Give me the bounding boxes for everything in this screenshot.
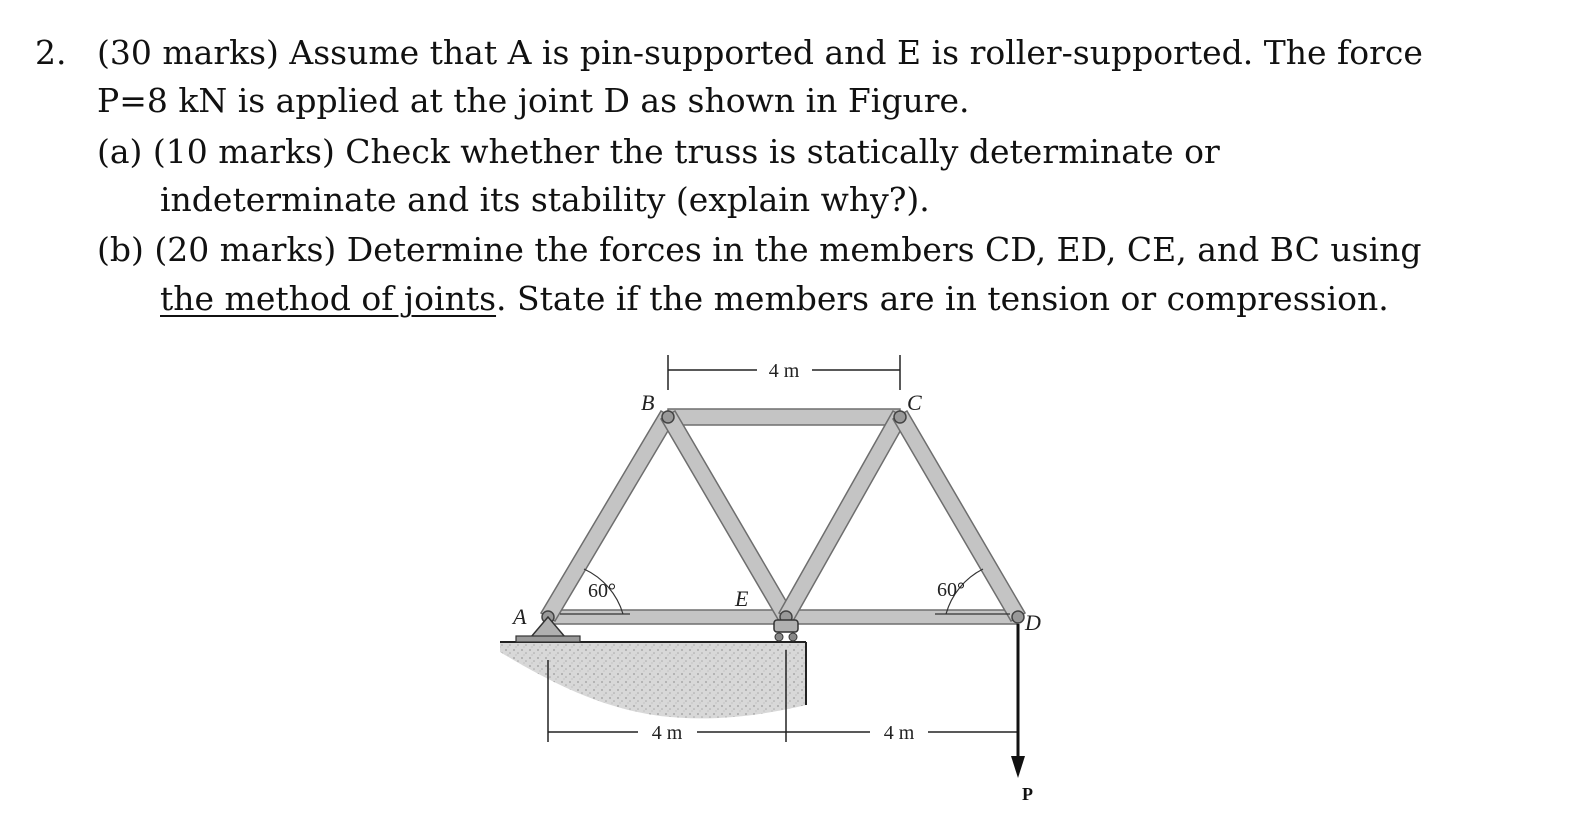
member-be <box>661 411 793 621</box>
part-b-line-1: (b) (20 marks) Determine the forces in the members CD, ED, CE, and BC using <box>97 230 1422 269</box>
load-label-p: P <box>1022 784 1033 804</box>
member-bc <box>668 409 900 425</box>
angle-label-right: 60° <box>937 579 965 601</box>
joint-label-c: C <box>907 390 922 415</box>
question-stem-line-1: (30 marks) Assume that A is pin-supported and E is roller-supported. The force <box>97 33 1423 72</box>
joint-label-a: A <box>513 604 527 629</box>
joint-c-pin <box>894 411 906 423</box>
dimension-bottom-right-label: 4 m <box>883 722 915 744</box>
load-arrow-p <box>1011 624 1025 778</box>
dimension-bottom-left-label: 4 m <box>651 722 683 744</box>
question-stem-line-2: P=8 kN is applied at the joint D as shown in Figure. <box>97 81 970 120</box>
joint-label-b: B <box>641 390 655 415</box>
ground <box>500 642 806 718</box>
method-of-joints-underlined: the method of joints <box>160 279 497 318</box>
question-number: 2. <box>35 33 67 72</box>
roller-support-e <box>774 620 798 641</box>
joint-d-pin <box>1012 611 1024 623</box>
member-ae <box>548 610 786 624</box>
member-ce <box>779 411 907 621</box>
part-a-line-2: indeterminate and its stability (explain why?). <box>160 180 930 219</box>
joint-label-d: D <box>1025 610 1041 635</box>
dimension-top-label: 4 m <box>768 360 800 382</box>
joint-b-pin <box>662 411 674 423</box>
joint-label-e: E <box>735 586 749 611</box>
member-ed <box>786 610 1018 624</box>
angle-label-left: 60° <box>588 580 616 602</box>
part-b-line-2-rest: . State if the members are in tension or compression. <box>496 279 1389 318</box>
part-a-line-1: (a) (10 marks) Check whether the truss is statically determinate or <box>97 132 1220 171</box>
